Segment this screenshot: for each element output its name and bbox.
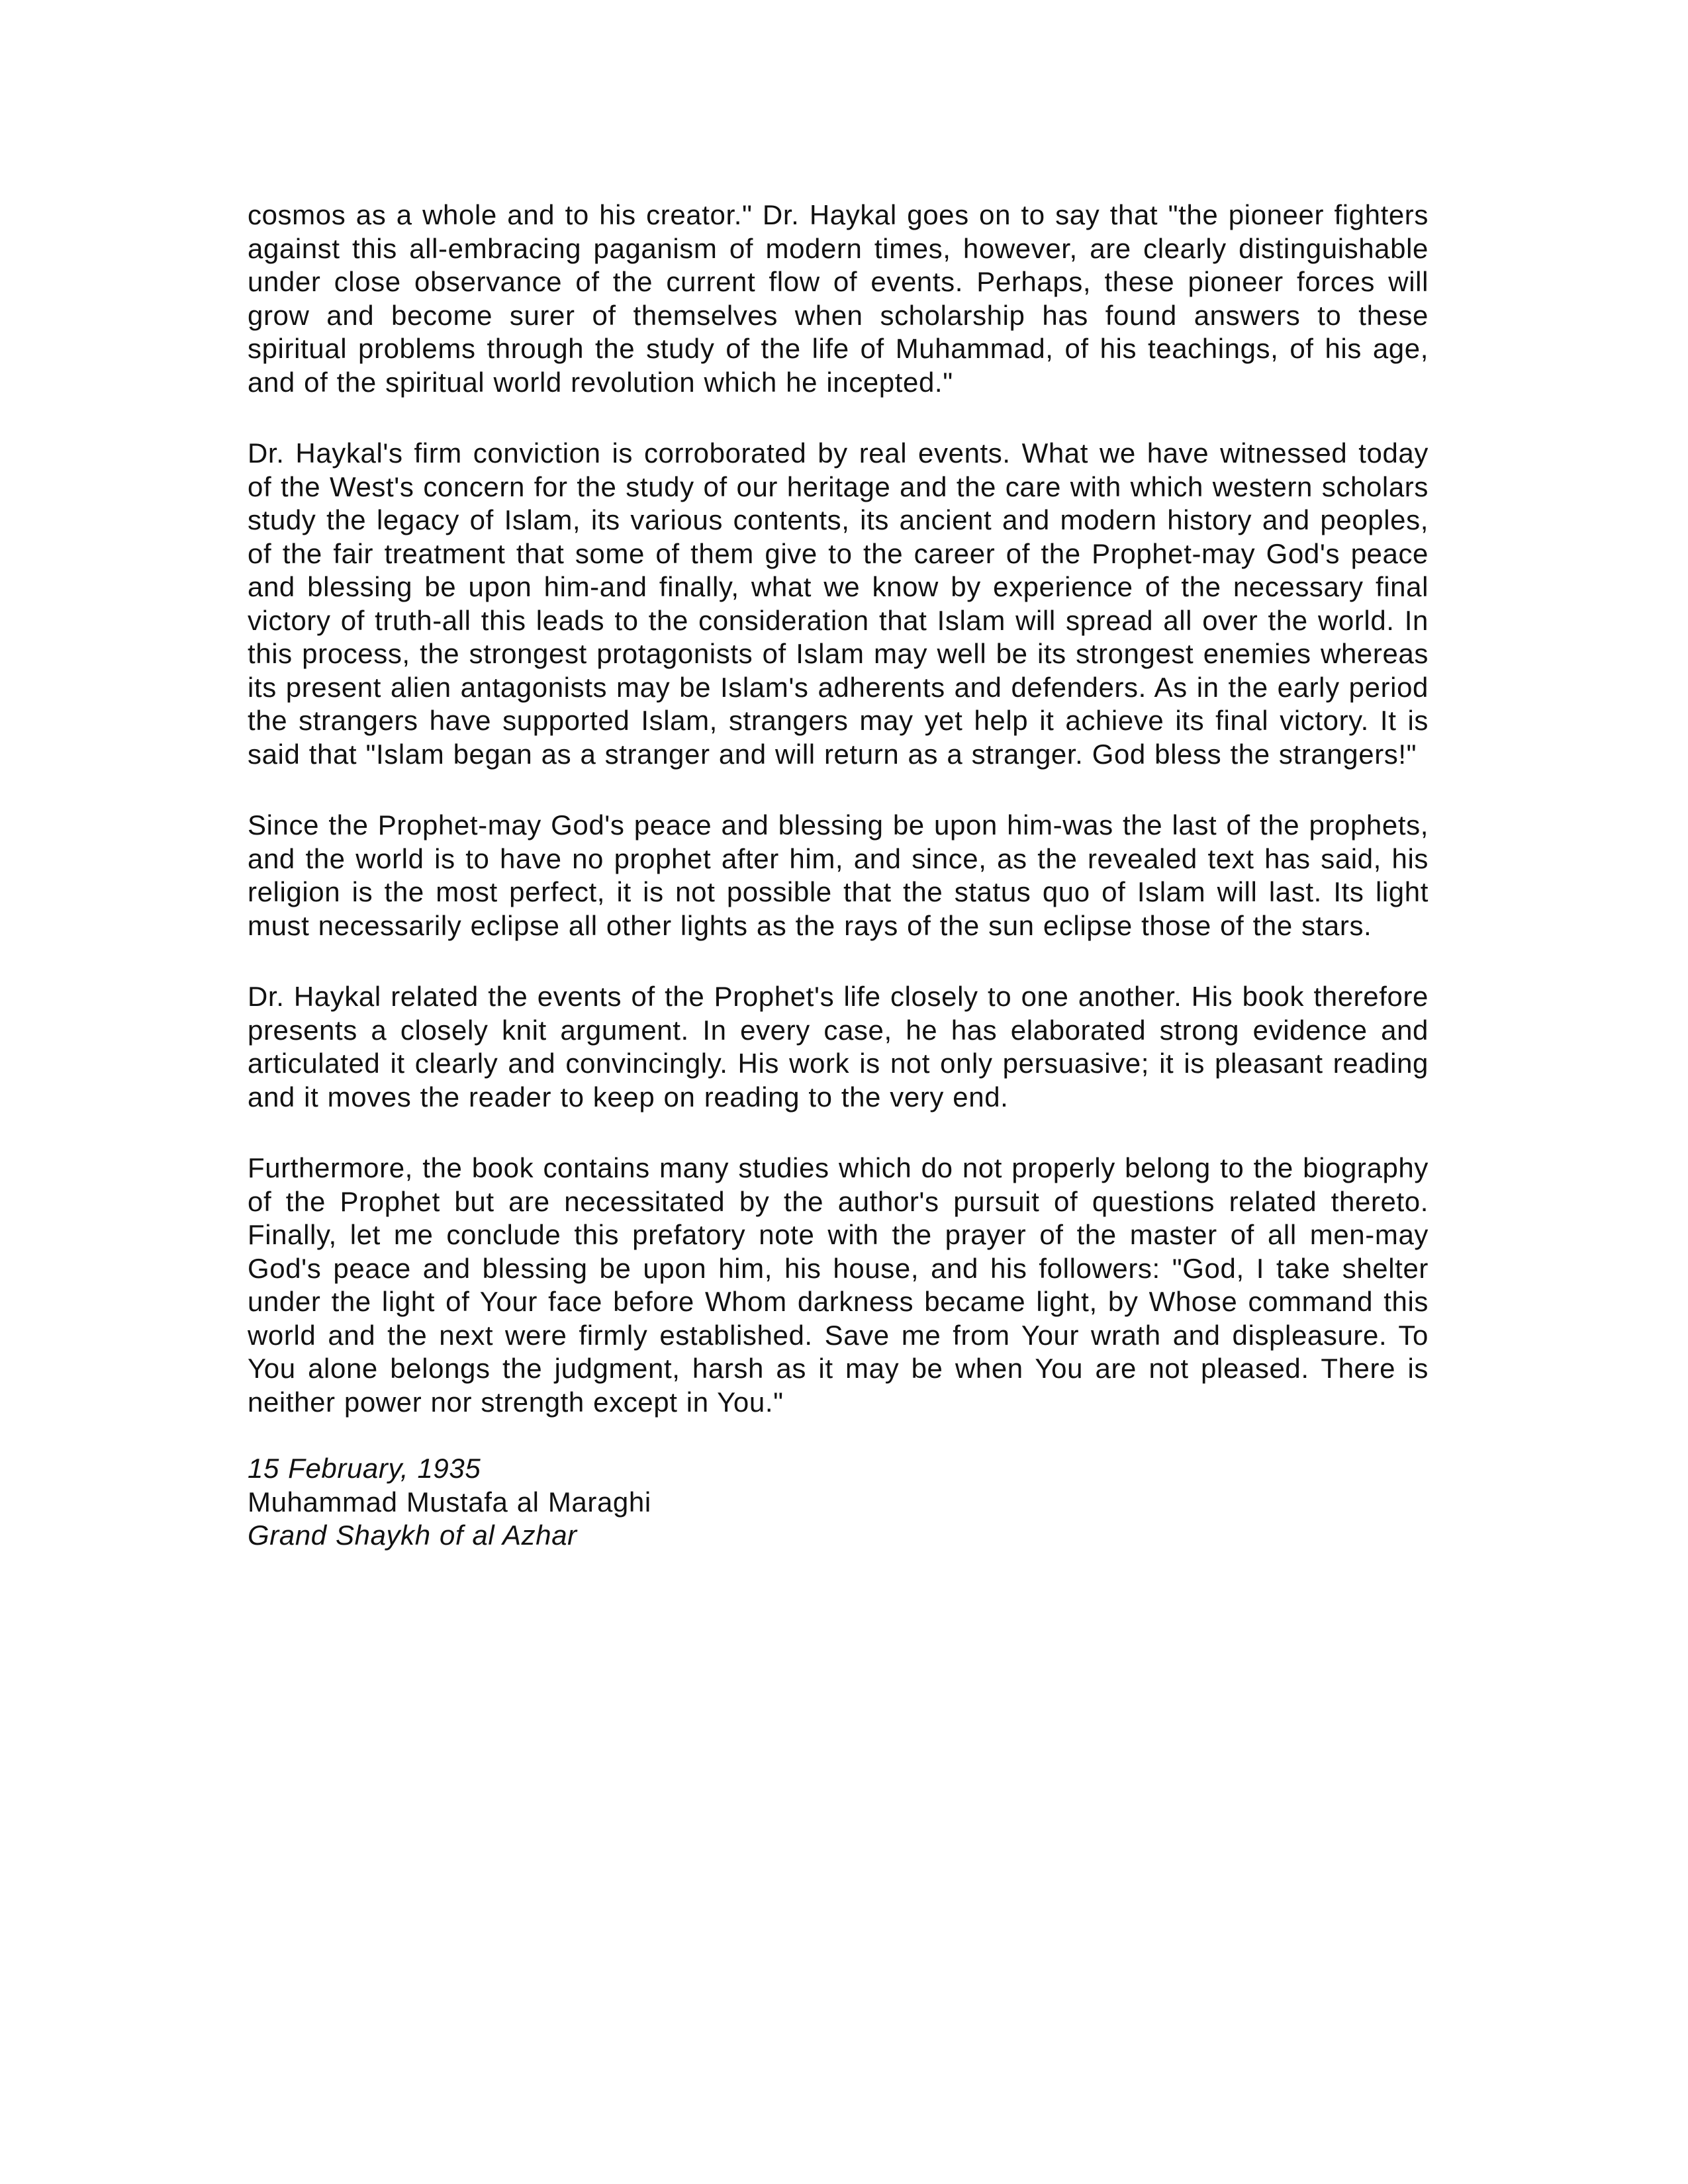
body-text xyxy=(248,199,1429,1553)
paragraph-1: cosmos as a whole and to his creator." Dr. Haykal goes on to say that "the pioneer fighters against this all-embracing paganism of modern times, however, are clearly distinguishable under close observance of the current flow of events. Perhaps, these pioneer forces will grow and become surer of themselves when scholarship has found answers to these spiritual problems through the study of the life of Muhammad, of his teachings, of his age, and of the spiritual world revolution which he incepted." xyxy=(248,199,1429,398)
signature-name: Muhammad Mustafa al Maraghi xyxy=(248,1486,651,1518)
signature-date: 15 February, 1935 xyxy=(248,1453,481,1484)
paragraph-2: Dr. Haykal's firm conviction is corroborated by real events. What we have witnessed today of the West's concern for the study of our heritage and the care with which western scholars study the legacy of Islam, its various contents, its ancient and modern history and peoples, of the fair treatment that some of them give to the career of the Prophet-may God's peace and blessing be upon him-and finally, what we know by experience of the necessary final victory of truth-all this leads to the consideration that Islam will spread all over the world. In this process, the strongest protagonists of Islam may well be its strongest enemies whereas its present alien antagonists may be Islam's adherents and defenders. As in the early period the strangers have supported Islam, strangers may yet help it achieve its final victory. It is said that "Islam began as a stranger and will return as a stranger. God bless the strangers!" xyxy=(248,437,1429,770)
paragraph-3: Since the Prophet-may God's peace and blessing be upon him-was the last of the prophets, and the world is to have no prophet after him, and since, as the revealed text has said, his religion is the most perfect, it is not possible that the status quo of Islam will last. Its light must necessarily eclipse all other lights as the rays of the sun eclipse those of the stars. xyxy=(248,809,1429,941)
signature-title: Grand Shaykh of al Azhar xyxy=(248,1520,577,1551)
paragraph-4: Dr. Haykal related the events of the Prophet's life closely to one another. His book therefore presents a closely knit argument. In every case, he has elaborated strong evidence and articulated it clearly and convincingly. His work is not only persuasive; it is pleasant reading and it moves the reader to keep on reading to the very end. xyxy=(248,981,1429,1113)
paragraph-5: Furthermore, the book contains many studies which do not properly belong to the biography of the Prophet but are necessitated by the author's pursuit of questions related thereto. Finally, let me conclude this prefatory note with the prayer of the master of all men-may God's peace and blessing be upon him, his house, and his followers: "God, I take shelter under the light of Your face before Whom darkness became light, by Whose command this world and the next were firmly established. Save me from Your wrath and displeasure. To You alone belongs the judgment, harsh as it may be when You are not pleased. There is neither power nor strength except in You." xyxy=(248,1152,1429,1418)
signature-block xyxy=(248,1452,1429,1553)
